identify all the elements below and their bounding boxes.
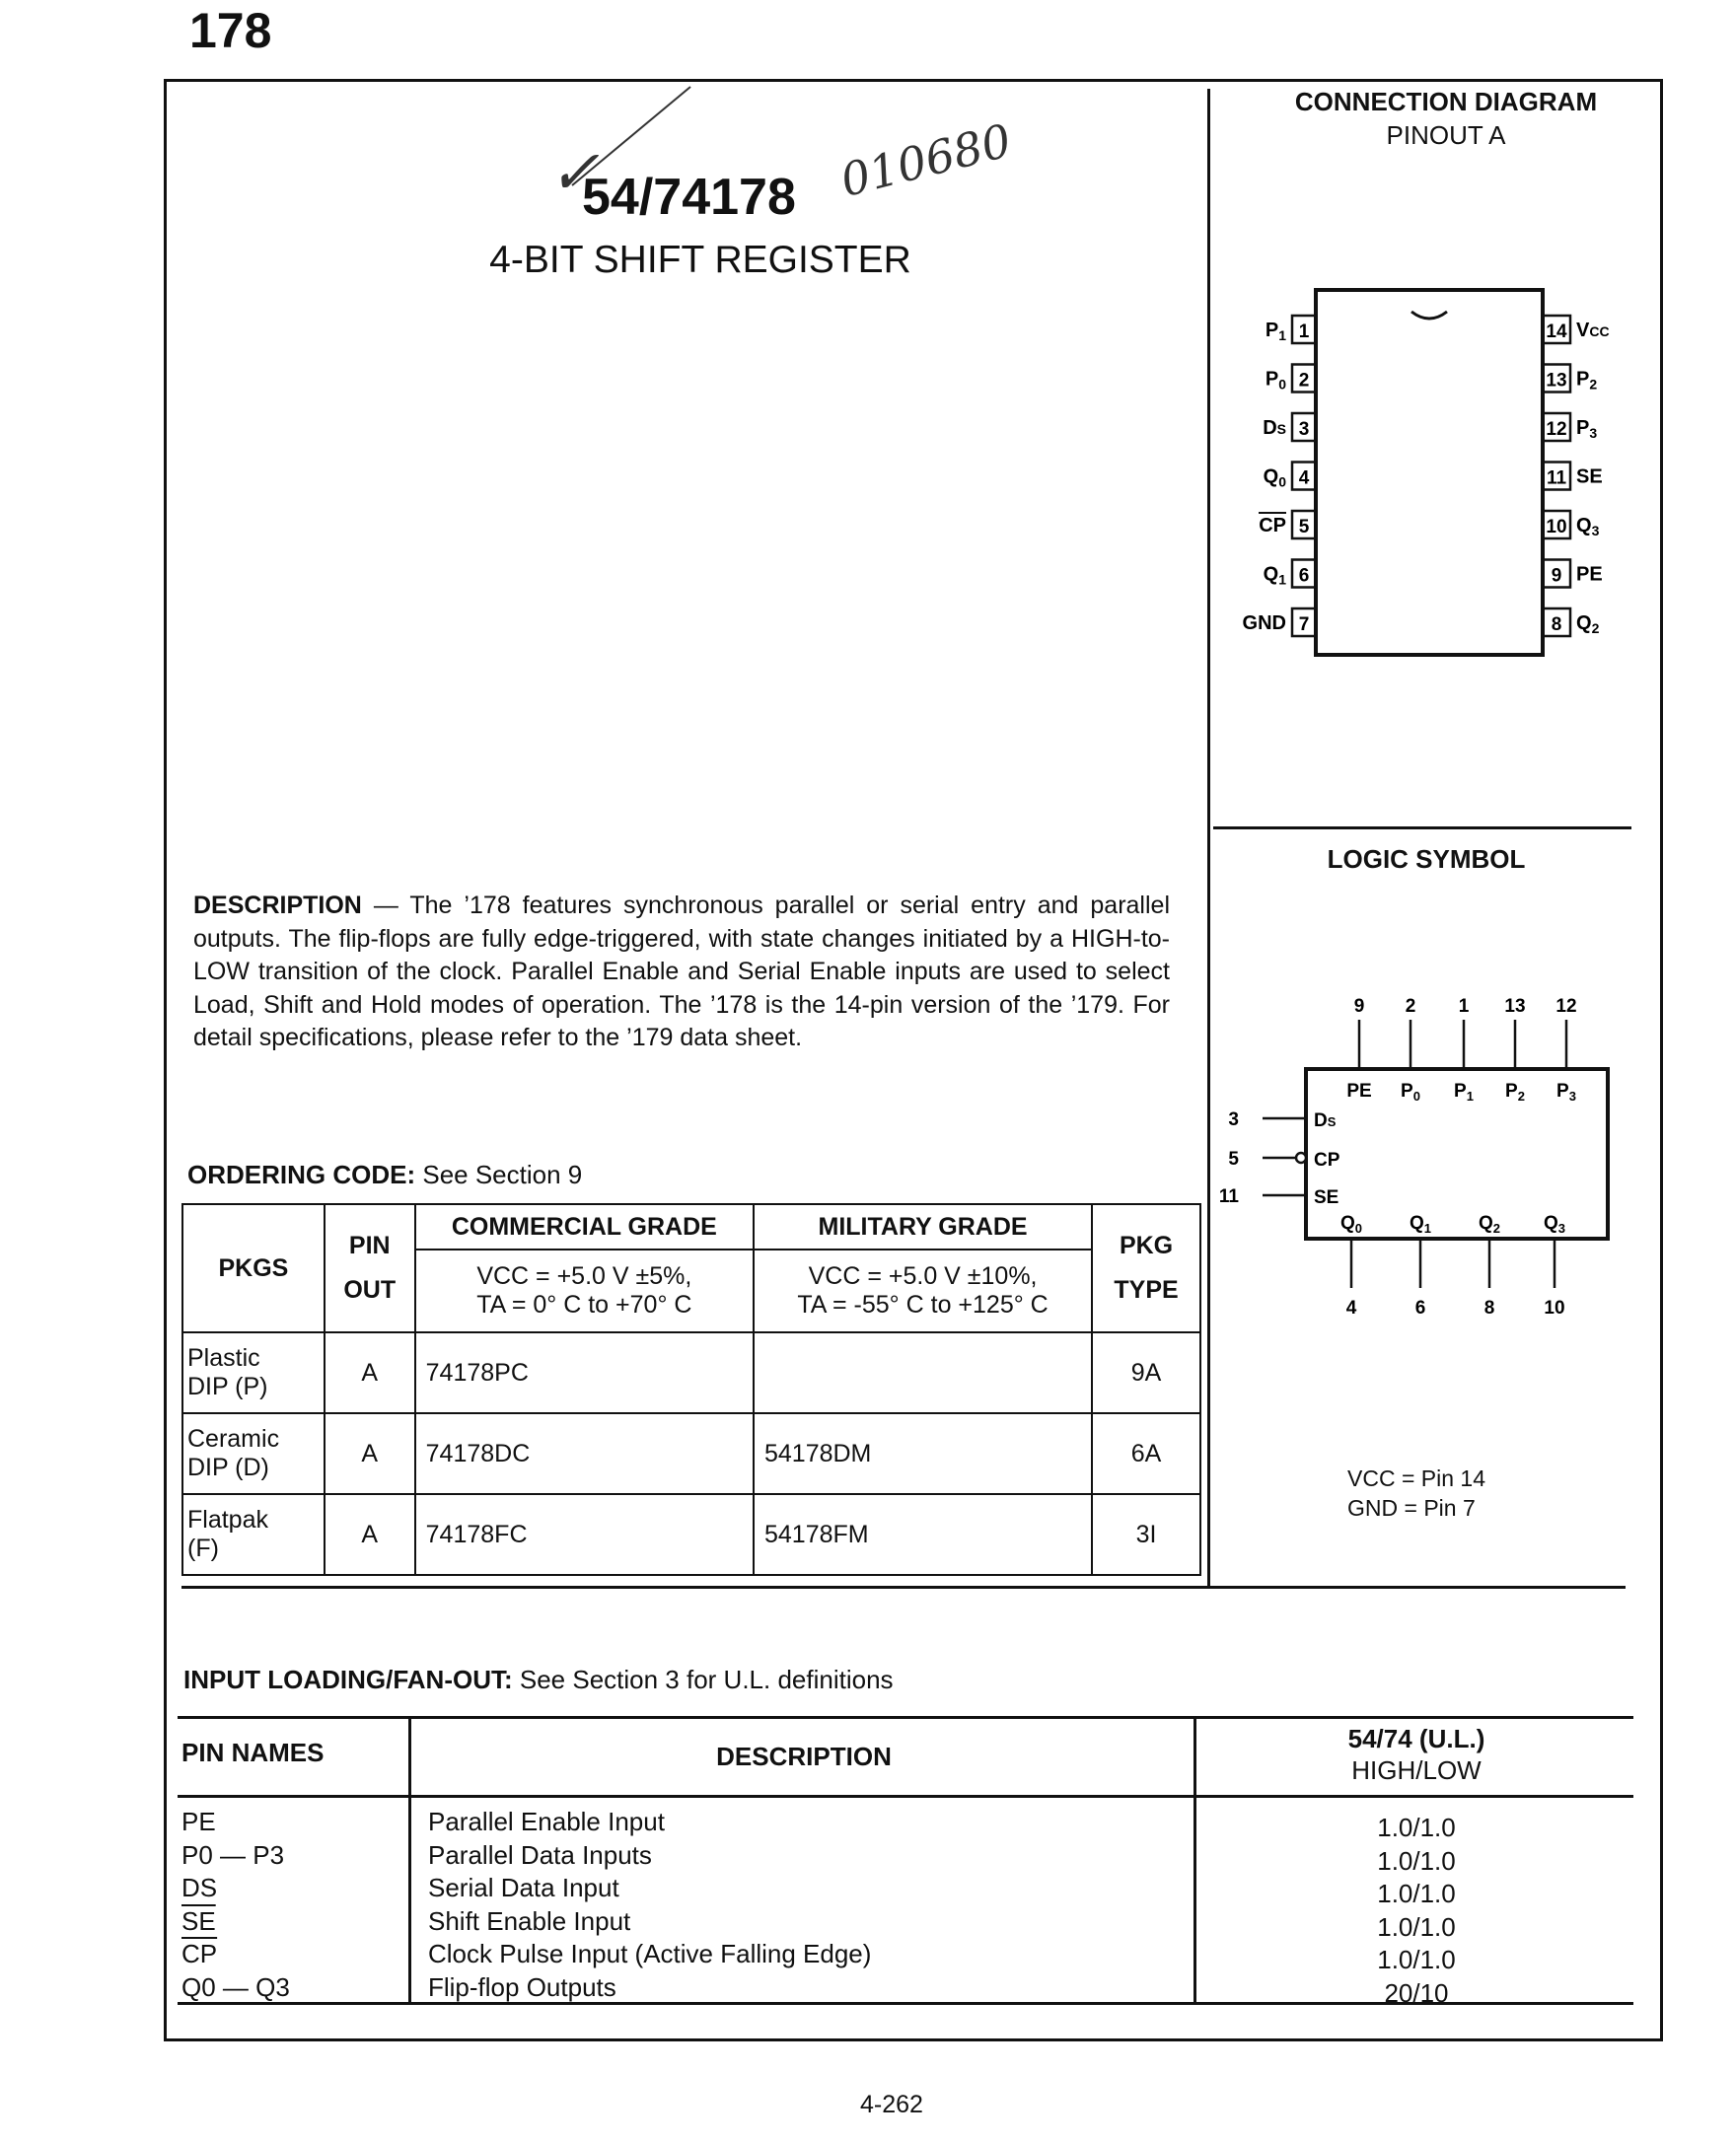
pin-11: [1543, 463, 1603, 490]
col-military: MILITARY GRADE: [754, 1204, 1092, 1250]
pin-number: 13: [1504, 996, 1526, 1017]
pin-description: Parallel Data Inputs: [428, 1839, 652, 1870]
military-conditions: [754, 1250, 1092, 1332]
commercial-conditions: [415, 1250, 754, 1332]
logic-top-pins: [1346, 996, 1576, 1104]
pin-description: Clock Pulse Input (Active Falling Edge): [428, 1939, 872, 1968]
list-item: [178, 1939, 1633, 1974]
input-label: CP: [1314, 1150, 1340, 1171]
pin-number: 12: [1546, 419, 1567, 440]
description-text: — The ’178 features synchronous parallel or serial entry and parallel outputs. The flip-flops are fully edge-triggered, with state changes initiated by a HIGH-to-LOW transition of the clock. Parallel Enable and Serial Enable inputs are used to select Load, Shift and Hold modes of operation. The ’178 is the 14-pin version of the ’179. For detail specifications, please refer to the ’179 data sheet.: [193, 892, 1170, 1051]
pkg-code: DIP (D): [187, 1454, 269, 1481]
input-loading-note: See Section 3 for U.L. definitions: [512, 1665, 894, 1694]
input-label: $P_0$: [1401, 1081, 1420, 1104]
pin-number: 3: [1298, 419, 1310, 440]
pin-number: 9: [1353, 996, 1365, 1017]
col-commercial: COMMERCIAL GRADE: [415, 1204, 754, 1250]
logic-symbol-divider: [1213, 826, 1631, 829]
pin-number: 4: [1345, 1298, 1357, 1319]
pin-label: VCC: [1576, 320, 1610, 341]
col-pinout-line1: PIN: [348, 1232, 391, 1259]
pin-number: 8: [1551, 614, 1562, 635]
commercial-cell: 74178DC: [415, 1413, 754, 1494]
pin-3: [1263, 413, 1316, 441]
pin-number: 12: [1555, 996, 1577, 1017]
col-ul-line1: 54/74 (U.L.): [1347, 1724, 1485, 1753]
left-pins: [1243, 316, 1316, 636]
list-item: [178, 1807, 1633, 1842]
output-label: $Q_0$: [1339, 1213, 1363, 1236]
pin-name: $\overline{SE}$: [181, 1905, 216, 1936]
list-item: [178, 1873, 1633, 1908]
pin-label: DS: [1263, 417, 1286, 439]
input-label: $P_3$: [1556, 1081, 1576, 1104]
input-label: DS: [1314, 1110, 1337, 1131]
description: [193, 890, 1170, 1055]
pin-number: 2: [1298, 370, 1310, 392]
pin-number: 6: [1414, 1298, 1426, 1319]
pin-label: CP: [1259, 515, 1286, 536]
pkgtype-cell: 6A: [1092, 1413, 1200, 1494]
col-pin-names: PIN NAMES: [181, 1738, 325, 1767]
col-pkgtype-line1: PKG: [1119, 1232, 1174, 1259]
pkg-cell: [182, 1494, 325, 1575]
logic-left-pins: [1219, 1109, 1340, 1208]
pin-number: 5: [1298, 517, 1310, 537]
pin-number: 5: [1228, 1149, 1239, 1170]
right-pins: [1543, 316, 1610, 636]
input-loading-label: INPUT LOADING/FAN-OUT:: [183, 1665, 513, 1694]
pin-label: SE: [1576, 465, 1603, 488]
table-row: [182, 1332, 1200, 1413]
column-divider: [1207, 89, 1210, 1588]
gnd-note: GND = Pin 7: [1347, 1495, 1476, 1521]
pin-number: 2: [1405, 996, 1416, 1017]
pin-number: 1: [1458, 996, 1470, 1017]
pin-number: 14: [1546, 321, 1567, 342]
pin-label: $P_3$: [1576, 417, 1598, 441]
pin-label: $P_0$: [1265, 368, 1286, 393]
output-label: $Q_3$: [1543, 1213, 1566, 1236]
col-pkgtype: [1092, 1204, 1200, 1332]
pin-label: $Q_2$: [1576, 612, 1600, 636]
pin-9: [1543, 560, 1603, 588]
list-item: [178, 1905, 1633, 1942]
col-ul-line2: HIGH/LOW: [1351, 1755, 1482, 1785]
military-cell: 54178DM: [754, 1413, 1092, 1494]
description-heading: DESCRIPTION: [193, 892, 362, 919]
pkg-cell: [182, 1413, 325, 1494]
ordering-note: See Section 9: [415, 1160, 583, 1189]
pkg-cell: [182, 1332, 325, 1413]
pin-number: 10: [1546, 517, 1567, 537]
pin-loading: 20/10: [1384, 1977, 1449, 2008]
ordering-table: [181, 1203, 1201, 1576]
ordering-heading: ORDERING CODE:: [187, 1160, 416, 1189]
table-row: [182, 1413, 1200, 1494]
pin-loading: 1.0/1.0: [1377, 1945, 1456, 1974]
table-row: [182, 1494, 1200, 1575]
pin-5: [1259, 511, 1316, 538]
pkgtype-cell: 9A: [1092, 1332, 1200, 1413]
chip-notch-icon: [1411, 312, 1447, 319]
input-loading-heading: [183, 1665, 894, 1695]
pin-number: 8: [1483, 1298, 1495, 1319]
inversion-bubble-icon: [1296, 1153, 1306, 1163]
military-cell: 54178FM: [754, 1494, 1092, 1575]
pin-13: [1543, 365, 1597, 393]
check-stroke-icon: [552, 79, 710, 197]
part-number-title: 54/74178: [582, 169, 796, 226]
pin-number: 11: [1219, 1186, 1239, 1207]
pin-loading: 1.0/1.0: [1377, 1911, 1456, 1942]
pkg-name: Plastic: [187, 1344, 260, 1372]
pin-2: [1266, 365, 1316, 393]
pin-number: 13: [1546, 370, 1567, 392]
col-description: DESCRIPTION: [716, 1742, 892, 1771]
input-label: $P_2$: [1505, 1081, 1525, 1104]
pin-loading: 1.0/1.0: [1377, 1845, 1456, 1876]
pin-label: PE: [1576, 563, 1603, 586]
commercial-cond-2: TA = 0° C to +70° C: [476, 1291, 692, 1319]
pin-7: [1243, 608, 1316, 636]
input-label: SE: [1314, 1187, 1339, 1208]
pin-description: Shift Enable Input: [428, 1905, 631, 1936]
page-number: 178: [189, 3, 272, 58]
list-item: [178, 1971, 1633, 2008]
pin-description: Flip-flop Outputs: [428, 1971, 616, 2002]
output-label: $Q_1$: [1409, 1213, 1432, 1236]
pkg-name: Ceramic: [187, 1425, 280, 1453]
list-item: [178, 1839, 1633, 1876]
pin-loading: 1.0/1.0: [1377, 1879, 1456, 1908]
pin-1: [1266, 316, 1316, 343]
pin-name: $\overline{CP}$: [181, 1939, 218, 1968]
pin-number: 9: [1551, 565, 1562, 587]
input-label: PE: [1346, 1081, 1372, 1102]
check-mark: ✓: [548, 136, 600, 208]
pin-label: $Q_0$: [1263, 465, 1286, 490]
col-pkgs: PKGS: [182, 1204, 325, 1332]
pkg-code: DIP (P): [187, 1373, 268, 1400]
pin-name: Q0 — Q3: [181, 1971, 290, 2002]
logic-symbol: [1219, 976, 1633, 1331]
pin-4: [1264, 463, 1316, 490]
connection-diagram-title: CONNECTION DIAGRAM: [1294, 87, 1598, 116]
pin-label: $Q_1$: [1263, 563, 1286, 588]
pin-name: PE: [181, 1807, 216, 1836]
logic-symbol-title: LOGIC SYMBOL: [1327, 844, 1526, 874]
commercial-cell: 74178PC: [415, 1332, 754, 1413]
pin-10: [1543, 511, 1600, 538]
pin-label: $P_1$: [1265, 320, 1286, 343]
pin-number: 7: [1298, 614, 1310, 635]
pin-label: $P_2$: [1576, 368, 1598, 393]
pin-number: 10: [1544, 1298, 1565, 1319]
pinout-cell: A: [325, 1332, 415, 1413]
connection-diagram-subtitle: PINOUT A: [1386, 120, 1506, 150]
military-cond-1: VCC = +5.0 V ±10%,: [808, 1262, 1038, 1290]
pkg-code: (F): [187, 1535, 219, 1562]
pin-label: GND: [1242, 612, 1286, 634]
commercial-cond-1: VCC = +5.0 V ±5%,: [476, 1262, 692, 1290]
pin-description: Serial Data Input: [428, 1873, 619, 1902]
ordering-rows: [182, 1332, 1200, 1575]
vcc-note: VCC = Pin 14: [1347, 1465, 1485, 1491]
chip-body: [1316, 290, 1543, 655]
pin-number: 11: [1546, 467, 1567, 489]
logic-bottom-pins: [1340, 1213, 1565, 1319]
pin-14: [1543, 316, 1610, 343]
pkgtype-cell: 3I: [1092, 1494, 1200, 1575]
connection-diagram: [1219, 276, 1653, 671]
output-label: $Q_2$: [1478, 1213, 1501, 1236]
pin-name: DS: [181, 1873, 218, 1902]
pin-name: P0 — P3: [181, 1839, 285, 1870]
pin-number: 3: [1228, 1109, 1239, 1130]
pin-number: 6: [1298, 565, 1310, 587]
pin-loading: 1.0/1.0: [1377, 1813, 1456, 1842]
pin-number: 4: [1298, 467, 1310, 489]
input-label: $P_1$: [1454, 1081, 1474, 1104]
ordering-code-heading: [187, 1160, 582, 1190]
commercial-cell: 74178FC: [415, 1494, 754, 1575]
pinout-cell: A: [325, 1413, 415, 1494]
pinout-cell: A: [325, 1494, 415, 1575]
military-cell: [754, 1332, 1092, 1413]
page-footer: 4-262: [860, 2091, 923, 2118]
col-pinout-line2: OUT: [343, 1276, 397, 1304]
col-pkgtype-line2: TYPE: [1114, 1276, 1179, 1304]
part-title: 4-BIT SHIFT REGISTER: [489, 239, 911, 281]
military-cond-2: TA = -55° C to +125° C: [797, 1291, 1049, 1319]
section-divider: [181, 1586, 1626, 1589]
handwritten-note: 010680: [834, 113, 1017, 207]
col-pinout: [325, 1204, 415, 1332]
pin-description: Parallel Enable Input: [428, 1807, 665, 1836]
pin-label: $Q_3$: [1576, 515, 1600, 538]
pin-8: [1543, 608, 1600, 636]
pin-6: [1264, 560, 1316, 588]
pin-number: 1: [1298, 321, 1310, 342]
pin-12: [1543, 413, 1597, 441]
pkg-name: Flatpak: [187, 1506, 268, 1534]
